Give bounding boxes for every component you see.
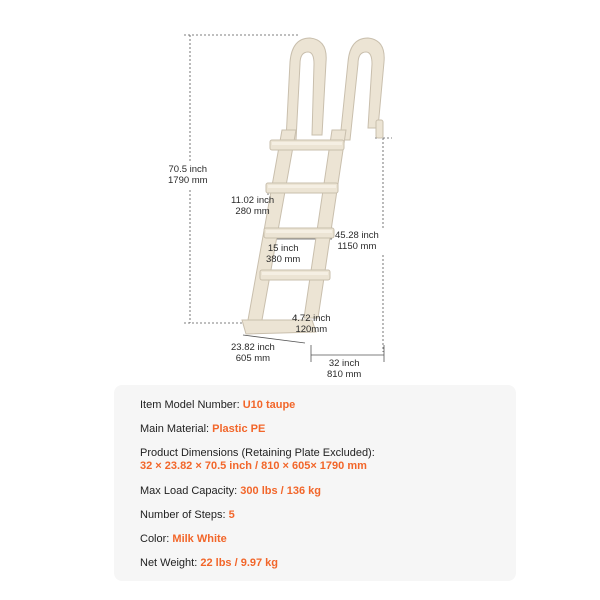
spec-steps-label: Number of Steps: [140, 509, 226, 521]
depth-label [327, 358, 361, 380]
spec-model [140, 399, 295, 412]
base-width-imperial: 23.82 inch [231, 342, 275, 353]
specifications-card [114, 385, 516, 581]
base-height-imperial: 4.72 inch [292, 313, 331, 324]
spec-dimensions-value: 32 × 23.82 × 70.5 inch / 810 × 605× 1790 mm [140, 460, 367, 472]
spec-load-label: Max Load Capacity: [140, 485, 238, 497]
step-spacing-label [231, 195, 274, 217]
lower-height-metric: 1150 mm [337, 241, 377, 252]
lower-height-imperial: 45.28 inch [335, 230, 379, 241]
spec-dimensions [140, 447, 375, 473]
step-width-label [266, 243, 300, 265]
step-spacing-imperial: 11.02 inch [231, 195, 275, 206]
spec-color-value: Milk White [172, 533, 227, 545]
spec-color [140, 533, 227, 546]
spec-material-label: Main Material: [140, 423, 210, 435]
lower-height-label [335, 230, 379, 252]
total-height-label [168, 164, 208, 186]
spec-steps-value: 5 [228, 509, 235, 521]
depth-imperial: 32 inch [328, 358, 360, 369]
total-height-metric: 1790 mm [168, 175, 208, 186]
spec-weight-label: Net Weight: [140, 557, 198, 569]
spec-weight [140, 557, 278, 570]
spec-color-label: Color: [140, 533, 170, 545]
spec-weight-value: 22 lbs / 9.97 kg [200, 557, 278, 569]
spec-load [140, 485, 321, 498]
base-width-metric: 605 mm [235, 353, 271, 364]
step-width-imperial: 15 inch [267, 243, 299, 254]
total-height-imperial: 70.5 inch [168, 164, 208, 175]
spec-material [140, 423, 265, 436]
depth-metric: 810 mm [327, 369, 362, 380]
step-spacing-metric: 280 mm [235, 206, 270, 217]
spec-model-label: Item Model Number: [140, 399, 240, 411]
spec-model-value: U10 taupe [242, 399, 296, 411]
base-height-label [292, 313, 331, 335]
spec-material-value: Plastic PE [212, 423, 266, 435]
spec-steps [140, 509, 235, 522]
spec-load-value: 300 lbs / 136 kg [240, 485, 321, 497]
step-width-metric: 380 mm [266, 254, 301, 265]
spec-dimensions-label: Product Dimensions (Retaining Plate Excluded): [140, 447, 375, 459]
base-width-label [231, 342, 275, 364]
base-height-metric: 120mm [295, 324, 328, 335]
